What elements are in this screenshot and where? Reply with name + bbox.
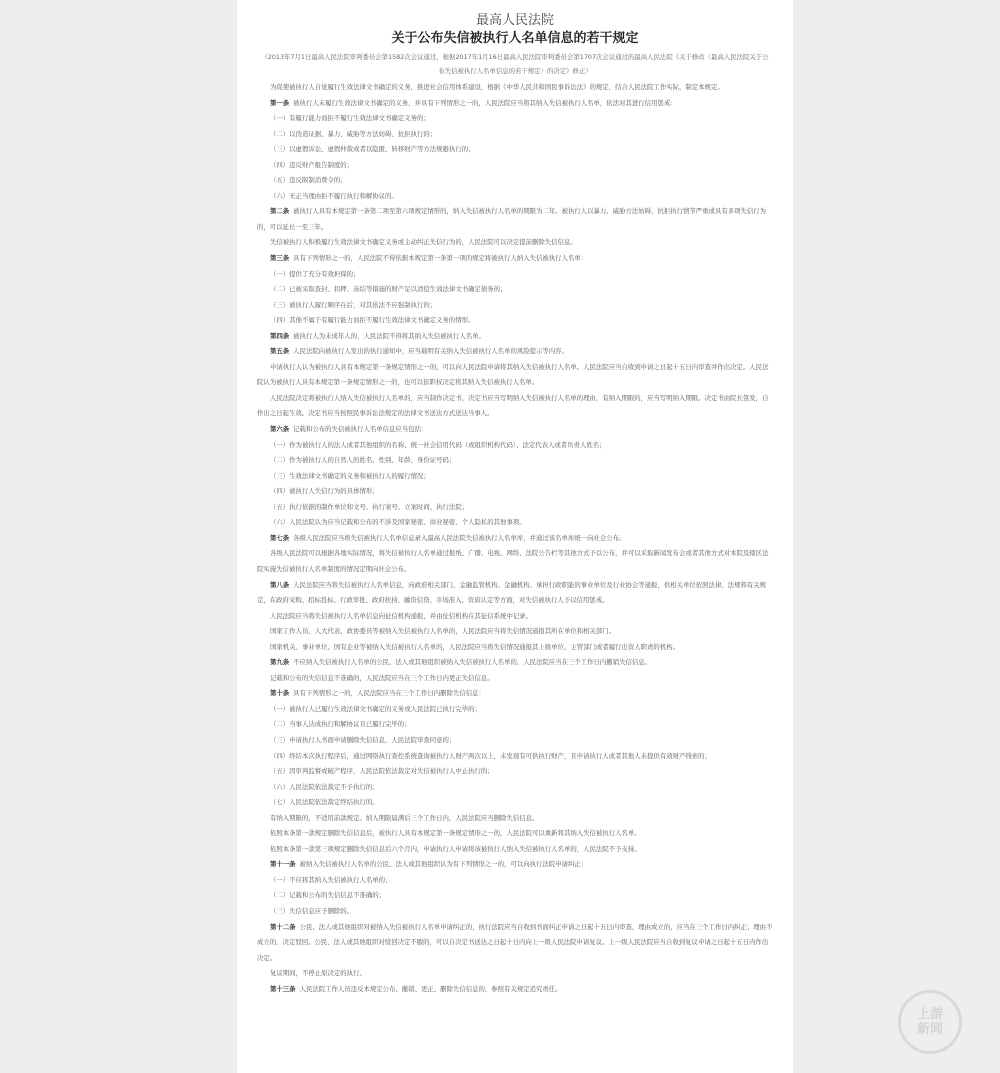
paragraph-text: （六）无正当理由拒不履行执行和解协议的。 — [270, 191, 398, 200]
paragraph — [257, 764, 773, 780]
revision-note: （2013年7月1日最高人民法院审判委员会第1582次会议通过，根据2017年1月16日最高人民法院审判委员会第1707次会议通过的最高人民法院《关于修改〈最高人民法院关于公布失信被执行人名单信息的若干规定〉的决定》修正） — [261, 53, 769, 75]
paragraph-text: （四）终结本次执行程序后，通过网络执行查控系统查询被执行人财产两次以上，未发现有可供执行财产，且申请执行人或者其他人未提供有效财产线索的； — [270, 751, 711, 760]
document-body — [257, 80, 773, 997]
paragraph-text: （一）不应将其纳入失信被执行人名单的； — [270, 875, 392, 884]
paragraph — [257, 127, 773, 143]
paragraph-text: 依照本条第一款第三项规定删除失信信息后六个月内，申请执行人申请将该被执行人纳入失信被执行人名单的，人民法院不予支持。 — [270, 844, 641, 853]
paragraph-text: （四）违反财产报告制度的； — [270, 160, 354, 169]
paragraph — [257, 173, 773, 189]
paragraph-text: 公民、法人或其他组织对被纳入失信被执行人名单申请纠正的，执行法院应当自收到书面纠正申请之日起十五日内审查，理由成立的，应当在三个工作日内纠正；理由不成立的，决定驳回。公民、法人或其他组织对驳回决定不服的，可以自决定书送达之日起十日内向上一级人民法院申请复议。上一级人民法院应当自收到复议申请之日起十五日内作出决定。 — [257, 922, 773, 962]
paragraph-text: （三）失信信息应予删除的。 — [270, 906, 354, 915]
paragraph — [257, 158, 773, 174]
paragraph — [257, 640, 773, 656]
paragraph-text: （五）违反限制消费令的； — [270, 176, 347, 185]
article-number: 第十一条 — [270, 860, 296, 869]
paragraph-text: 被执行人未履行生效法律文书确定的义务，并具有下列情形之一的，人民法院应当将其纳入失信被执行人名单，依法对其进行信用惩戒： — [293, 98, 677, 107]
article-number: 第十条 — [270, 689, 290, 698]
paragraph-text: （五）执行依据的制作单位和文号、执行案号、立案时间、执行法院； — [270, 502, 469, 511]
paragraph — [257, 329, 773, 345]
paragraph — [257, 282, 773, 298]
paragraph-text: （七）人民法院依法裁定终结执行的。 — [270, 798, 379, 807]
paragraph — [257, 826, 773, 842]
article-number: 第六条 — [270, 425, 290, 434]
paragraph — [257, 80, 773, 96]
paragraph-text: 失信被执行人积极履行生效法律文书确定义务或主动纠正失信行为的，人民法院可以决定提前删除失信信息。 — [270, 238, 577, 247]
paragraph — [257, 624, 773, 640]
paragraph-text: （二）记载和公布的失信信息不准确的； — [270, 891, 386, 900]
article-number: 第二条 — [270, 207, 290, 216]
paragraph — [257, 422, 773, 438]
paragraph — [257, 484, 773, 500]
paragraph — [257, 189, 773, 205]
paragraph — [257, 888, 773, 904]
paragraph — [257, 842, 773, 858]
paragraph-text: （三）被执行人履行顺序在后，对其依法不应强制执行的； — [270, 300, 437, 309]
paragraph-text: （三）申请执行人书面申请删除失信信息，人民法院审查同意的； — [270, 735, 456, 744]
issuer-name: 最高人民法院 — [475, 13, 554, 28]
paragraph — [257, 717, 773, 733]
article-number: 第八条 — [270, 580, 290, 589]
paragraph-text: 复议期间，不停止原决定的执行。 — [270, 969, 366, 978]
paragraph — [257, 873, 773, 889]
paragraph-text: 申请执行人认为被执行人具有本规定第一条规定情形之一的，可以向人民法院申请将其纳入失信被执行人名单。人民法院应当自收到申请之日起十五日内审查并作出决定。人民法院认为被执行人具有本规定第一条规定情形之一的，也可以依职权决定将其纳入失信被执行人名单。 — [257, 362, 769, 387]
paragraph — [257, 344, 773, 360]
paragraph — [257, 655, 773, 671]
paragraph-text: （六）人民法院认为应当记载和公布的不涉及国家秘密、商业秘密、个人隐私的其他事项。 — [270, 518, 526, 527]
article-number: 第九条 — [270, 658, 290, 667]
paragraph-text: 被纳入失信被执行人名单的公民、法人或其他组织认为有下列情形之一的，可以向执行法院申请纠正： — [299, 860, 588, 869]
paragraph — [257, 313, 773, 329]
paragraph-text: 国家机关、事业单位、国有企业等被纳入失信被执行人名单的，人民法院应当将失信情况通报其上级单位、主管部门或者履行出资人职责的机构。 — [270, 642, 679, 651]
paragraph-text: 人民法院应当将失信被执行人名单信息，向政府相关部门、金融监管机构、金融机构、承担行政职能的事业单位及行业协会等通报，供相关单位依照法律、法规和有关规定，在政府采购、招标投标、行政审批、政府扶持、融资信贷、市场准入、资质认定等方面，对失信被执行人予以信用惩戒。 — [257, 580, 767, 605]
paragraph — [257, 966, 773, 982]
article-number: 第四条 — [270, 331, 290, 340]
paragraph — [257, 267, 773, 283]
paragraph-text: （二）作为被执行人的自然人的姓名、性别、年龄、身份证号码； — [270, 456, 456, 465]
paragraph-text: 人民法院工作人员违反本规定公布、撤销、更正、删除失信信息的，参照有关规定追究责任。 — [299, 984, 562, 993]
paragraph — [257, 298, 773, 314]
document-title: 关于公布失信被执行人名单信息的若干规定 — [391, 31, 639, 46]
paragraph-text: 有纳入期限的，不适用前款规定。纳入期限届满后三个工作日内，人民法院应当删除失信信息。 — [270, 813, 539, 822]
paragraph-text: 依照本条第一款规定删除失信信息后，被执行人具有本规定第一条规定情形之一的，人民法院可以重新将其纳入失信被执行人名单。 — [270, 829, 641, 838]
paragraph — [257, 96, 773, 112]
paragraph-text: （三）生效法律文书确定的义务和被执行人的履行情况； — [270, 471, 430, 480]
paragraph-text: 为促使被执行人自觉履行生效法律文书确定的义务，推进社会信用体系建设，根据《中华人民共和国民事诉讼法》的规定，结合人民法院工作实际，制定本规定。 — [270, 83, 724, 91]
article-number: 第五条 — [270, 347, 290, 356]
paragraph — [257, 360, 773, 391]
paragraph-text: （一）被执行人已履行生效法律文书确定的义务或人民法院已执行完毕的； — [270, 704, 481, 713]
paragraph-text: （三）以虚假诉讼、虚假仲裁或者以隐匿、转移财产等方法规避执行的； — [270, 145, 475, 154]
article-number: 第三条 — [270, 254, 290, 263]
article-number: 第十二条 — [270, 922, 296, 931]
paragraph — [257, 733, 773, 749]
paragraph — [257, 749, 773, 765]
paragraph — [257, 857, 773, 873]
paragraph — [257, 982, 773, 998]
paragraph — [257, 235, 773, 251]
paragraph-text: 被执行人为未成年人的，人民法院不得将其纳入失信被执行人名单。 — [293, 331, 485, 340]
paragraph-text: （二）当事人达成执行和解协议且已履行完毕的； — [270, 720, 411, 729]
paragraph — [257, 204, 773, 235]
paragraph-text: 国家工作人员、人大代表、政协委员等被纳入失信被执行人名单的，人民法院应当将失信情况通报其所在单位和相关部门。 — [270, 627, 616, 636]
paragraph — [257, 453, 773, 469]
paragraph-text: 人民法院决定将被执行人纳入失信被执行人名单的，应当制作决定书，决定书应当写明纳入失信被执行人名单的理由，有纳入期限的，应当写明纳入期限。决定书由院长签发，自作出之日起生效。决定书应当按照民事诉讼法规定的法律文书送达方式送达当事人。 — [257, 393, 769, 418]
paragraph-text: 记载和公布的失信信息不准确的，人民法院应当在三个工作日内更正失信信息。 — [270, 673, 494, 682]
paragraph — [257, 111, 773, 127]
paragraph — [257, 391, 773, 422]
paragraph — [257, 500, 773, 516]
paragraph-text: 人民法院向被执行人发出的执行通知中，应当载明有关纳入失信被执行人名单的风险提示等内容。 — [293, 347, 568, 356]
paragraph-text: （四）被执行人失信行为的具体情形； — [270, 487, 379, 496]
paragraph-text: 各级人民法院应当将失信被执行人名单信息录入最高人民法院失信被执行人名单库，并通过该名单库统一向社会公布。 — [293, 533, 626, 542]
article-number: 第十三条 — [270, 984, 296, 993]
paragraph-text: （五）因审判监督或破产程序，人民法院依法裁定对失信被执行人中止执行的； — [270, 767, 494, 776]
paragraph — [257, 546, 773, 577]
paragraph — [257, 469, 773, 485]
paragraph — [257, 686, 773, 702]
paragraph — [257, 780, 773, 796]
paragraph — [257, 609, 773, 625]
paragraph — [257, 920, 773, 967]
paragraph — [257, 671, 773, 687]
article-number: 第七条 — [270, 533, 290, 542]
article-number: 第一条 — [270, 98, 290, 107]
paragraph-text: 记载和公布的失信被执行人名单信息应当包括： — [293, 425, 428, 434]
document-page — [237, 0, 793, 1073]
paragraph — [257, 904, 773, 920]
watermark-line: 上游 — [916, 1007, 943, 1022]
paragraph — [257, 578, 773, 609]
watermark-line: 新闻 — [916, 1022, 943, 1037]
paragraph — [257, 531, 773, 547]
watermark-logo — [898, 990, 962, 1054]
paragraph-text: （一）有履行能力而拒不履行生效法律文书确定义务的； — [270, 114, 430, 123]
paragraph — [257, 515, 773, 531]
paragraph-text: （六）人民法院依法裁定不予执行的； — [270, 782, 379, 791]
paragraph-text: （一）提供了充分有效担保的； — [270, 269, 360, 278]
paragraph — [257, 795, 773, 811]
paragraph — [257, 142, 773, 158]
paragraph-text: （二）已被采取查封、扣押、冻结等措施的财产足以清偿生效法律文书确定债务的； — [270, 285, 507, 294]
paragraph-text: （二）以伪造证据、暴力、威胁等方法妨碍、抗拒执行的； — [270, 129, 437, 138]
paragraph-text: （一）作为被执行人的法人或者其他组织的名称、统一社会信用代码（或组织机构代码）、法定代表人或者负责人姓名； — [270, 440, 606, 449]
paragraph-text: 不应纳入失信被执行人名单的公民、法人或其他组织被纳入失信被执行人名单的，人民法院应当在三个工作日内撤销失信信息。 — [293, 658, 652, 667]
paragraph — [257, 438, 773, 454]
paragraph-text: 各级人民法院可以根据各地实际情况，将失信被执行人名单通过报纸、广播、电视、网络、法院公告栏等其他方式予以公布，并可以采取新闻发布会或者其他方式对本院及辖区法院实施失信被执行人名单制度的情况定期向社会公布。 — [257, 549, 769, 573]
paragraph — [257, 702, 773, 718]
paragraph — [257, 251, 773, 267]
paragraph — [257, 811, 773, 827]
paragraph-text: 人民法院应当将失信被执行人名单信息向征信机构通报，并由征信机构在其征信系统中记录。 — [270, 611, 533, 620]
paragraph-text: 被执行人具有本规定第一条第二项至第六项规定情形的，纳入失信被执行人名单的期限为二年。被执行人以暴力、威胁方法妨碍、抗拒执行情节严重或具有多项失信行为的，可以延长一至三年。 — [257, 207, 767, 231]
paragraph-text: 具有下列情形之一的，人民法院不得依据本规定第一条第一项的规定将被执行人纳入失信被执行人名单： — [293, 254, 588, 263]
paragraph-text: 具有下列情形之一的，人民法院应当在三个工作日内删除失信信息： — [293, 689, 485, 698]
paragraph-text: （四）其他不属于有履行能力而拒不履行生效法律文书确定义务的情形。 — [270, 316, 475, 325]
